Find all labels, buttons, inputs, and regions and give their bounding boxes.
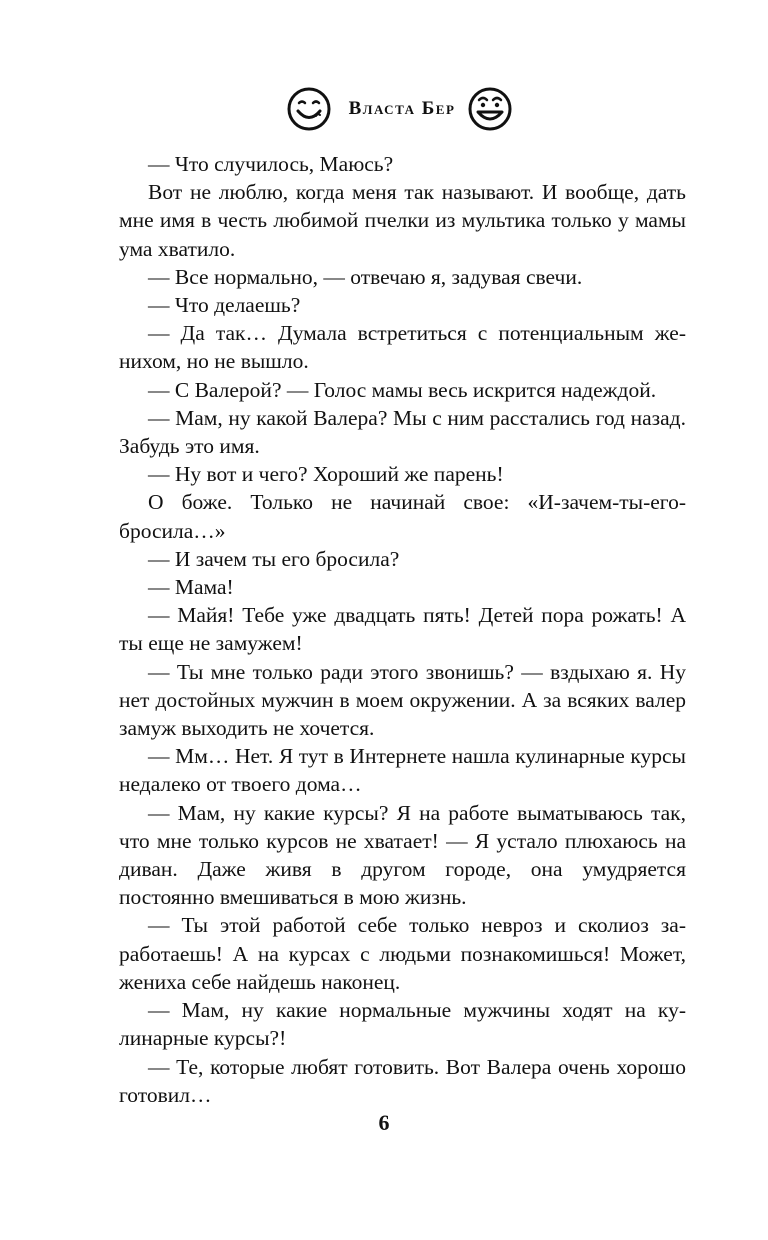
paragraph: — Мама!	[148, 575, 234, 600]
paragraph: — И зачем ты его бросила?	[148, 546, 400, 571]
body-text	[119, 150, 686, 1109]
paragraph: О боже. Только не начинай свое: «И-зачем-ты-его-бросила…»	[119, 490, 686, 543]
paragraph: — Майя! Тебе уже двадцать пять! Детей пора рожать! А ты еще не замужем!	[119, 603, 686, 656]
paragraph: — Ты этой работой себе только невроз и сколиоз заработаешь! А на курсах с людьми познакомишься! Может, жениха себе найдешь наконец.	[119, 913, 686, 994]
running-header	[0, 86, 768, 136]
paragraph: — Ну вот и чего? Хороший же парень!	[148, 462, 504, 487]
paragraph: — Да так… Думала встретиться с потенциальным женихом, но не вышло.	[119, 321, 686, 374]
smiley-face-icon	[467, 86, 513, 132]
page-number: 6	[378, 1110, 390, 1135]
paragraph: — Мм… Нет. Я тут в Интернете нашла кулинарные курсы недалеко от твоего дома…	[119, 744, 686, 797]
paragraph: — Все нормально, — отвечаю я, задувая свечи.	[148, 264, 583, 289]
paragraph: — Что случилось, Маюсь?	[148, 152, 394, 176]
paragraph: — Ты мне только ради этого звонишь? — вздыхаю я. Ну нет достойных мужчин в моем окружении. А за всяких валер замуж выходить не хочется.	[119, 659, 686, 741]
running-head-author: Власта Бер	[348, 98, 456, 119]
paragraph: — Мам, ну какой Валера? Мы с ним расстались год назад. Забудь это имя.	[119, 405, 686, 459]
paragraph: — Те, которые любят готовить. Вот Валера очень хорошо готовил…	[119, 1054, 686, 1107]
paragraph: — Что делаешь?	[148, 293, 301, 318]
paragraph: Вот не люблю, когда меня так называют. И вообще, дать мне имя в честь любимой пчелки из мультика только у мамы ума хватило.	[119, 180, 686, 261]
paragraph: — Мам, ну какие нормальные мужчины ходят на кулинарные курсы?!	[119, 998, 686, 1051]
paragraph: — С Валерой? — Голос мамы весь искрится надеждой.	[148, 377, 657, 402]
smiley-face-icon	[286, 86, 332, 132]
paragraph: — Мам, ну какие курсы? Я на работе выматываюсь так, что мне только курсов не хватает! — Я устало плюхаюсь на диван. Даже живя в другом городе, она умудряется постоянно вмешиваться в мою жизнь.	[119, 800, 686, 910]
